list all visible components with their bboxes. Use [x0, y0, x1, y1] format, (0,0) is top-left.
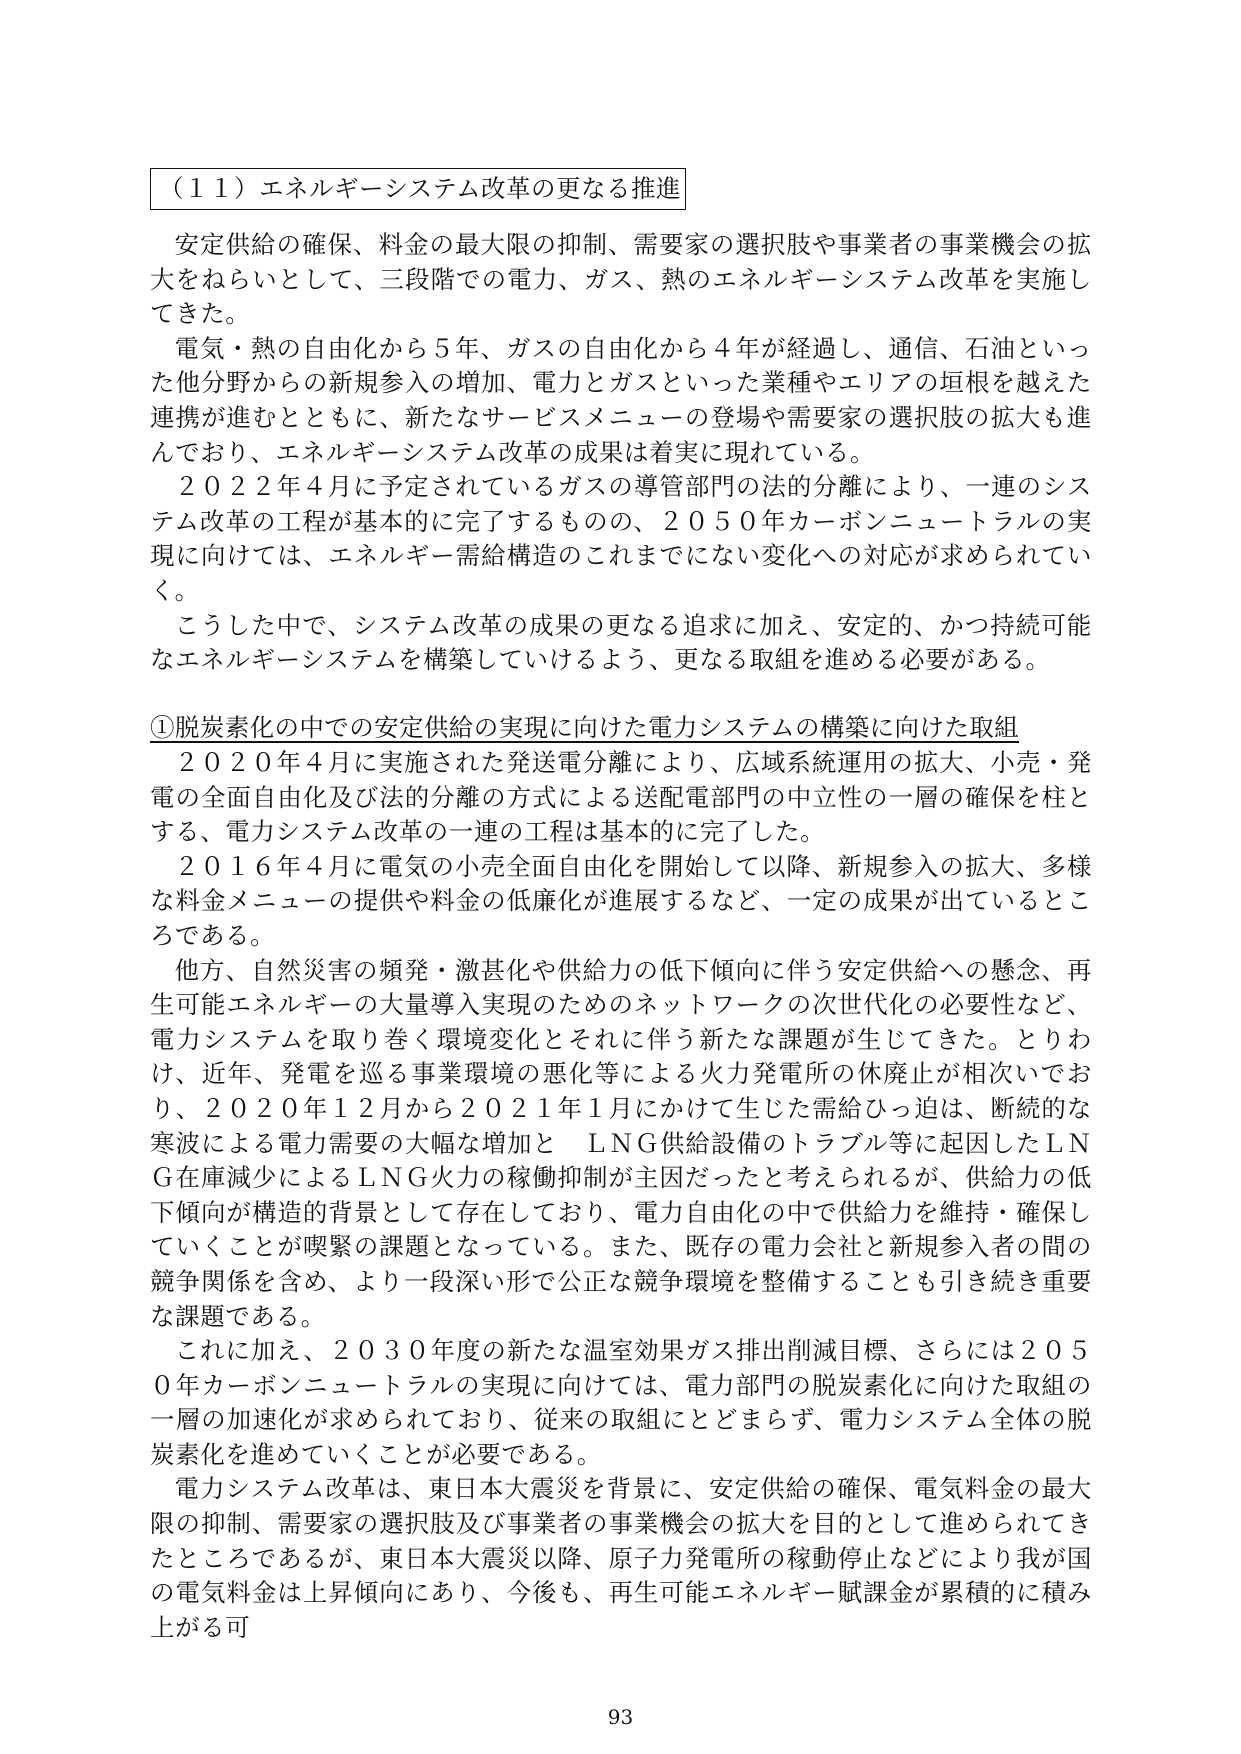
intro-paragraph-1: 安定供給の確保、料金の最大限の抑制、需要家の選択肢や事業者の事業機会の拡大をねらいとして、三段階での電力、ガス、熱のエネルギーシステム改革を実施してきた。 [150, 230, 1092, 329]
intro-section [150, 228, 1092, 678]
intro-paragraph-4: こうした中で、システム改革の成果の更なる追求に加え、安定的、かつ持続可能なエネルギーシステムを構築していけるよう、更なる取組を進める必要がある。 [150, 610, 1092, 675]
subsection-paragraph-2: ２０１６年４月に電気の小売全面自由化を開始して以降、新規参入の拡大、多様な料金メニューの提供や料金の低廉化が進展するなど、一定の成果が出ているところである。 [150, 851, 1092, 950]
intro-paragraph-2: 電気・熱の自由化から５年、ガスの自由化から４年が経過し、通信、石油といった他分野からの新規参入の増加、電力とガスといった業種やエリアの垣根を越えた連携が進むとともに、新たなサービスメニューの登場や需要家の選択肢の拡大も進んでおり、エネルギーシステム改革の成果は着実に現れている。 [150, 333, 1092, 467]
subsection-paragraph-4: これに加え、２０３０年度の新たな温室効果ガス排出削減目標、さらには２０５０年カーボンニュートラルの実現に向けては、電力部門の脱炭素化に向けた取組の一層の加速化が求められており、従来の取組にとどまらず、電力システム全体の脱炭素化を進めていくことが必要である。 [150, 1336, 1092, 1469]
intro-paragraph-3: ２０２２年４月に予定されているガスの導管部門の法的分離により、一連のシステム改革の工程が基本的に完了するものの、２０５０年カーボンニュートラルの実現に向けては、エネルギー需給構造のこれまでにない変化への対応が求められていく。 [150, 472, 1092, 605]
subsection-paragraph-5: 電力システム改革は、東日本大震災を背景に、安定供給の確保、電気料金の最大限の抑制、需要家の選択肢及び事業者の事業機会の拡大を目的として進められてきたところであるが、東日本大震災以降、原子力発電所の稼動停止などにより我が国の電気料金は上昇傾向にあり、今後も、再生可能エネルギー賦課金が累積的に積み上がる可 [150, 1474, 1092, 1642]
subsection-heading: ①脱炭素化の中での安定供給の実現に向けた電力システムの構築に向けた取組 [150, 713, 1020, 742]
subsection-paragraph-1: ２０２０年４月に実施された発送電分離により、広域系統運用の拡大、小売・発電の全面自由化及び法的分離の方式による送配電部門の中立性の一層の確保を柱とする、電力システム改革の一連の工程は基本的に完了した。 [150, 748, 1092, 847]
subsection-paragraph-3: 他方、自然災害の頻発・激甚化や供給力の低下傾向に伴う安定供給への懸念、再生可能エネルギーの大量導入実現のためのネットワークの次世代化の必要性など、電力システムを取り巻く環境変化とそれに伴う新たな課題が生じてきた。とりわけ、近年、発電を巡る事業環境の悪化等による火力発電所の休廃止が相次いでおり、２０２０年１２月から２０２１年１月にかけて生じた需給ひっ迫は、断続的な寒波による電力需要の大幅な増加と ＬＮＧ供給設備のトラブル等に起因したＬＮＧ在庫減少によるＬＮＧ火力の稼働抑制が主因だったと考えられるが、供給力の低下傾向が構造的背景として存在しており、電力自由化の中で供給力を維持・確保していくことが喫緊の課題となっている。また、既存の電力会社と新規参入者の間の競争関係を含め、より一段深い形で公正な競争環境を整備することも引き続き重要な課題である。 [150, 955, 1092, 1331]
subsection-body [150, 746, 1092, 1645]
page-number: 93 [607, 1705, 634, 1729]
section-title: （１１）エネルギーシステム改革の更なる推進 [150, 168, 686, 210]
